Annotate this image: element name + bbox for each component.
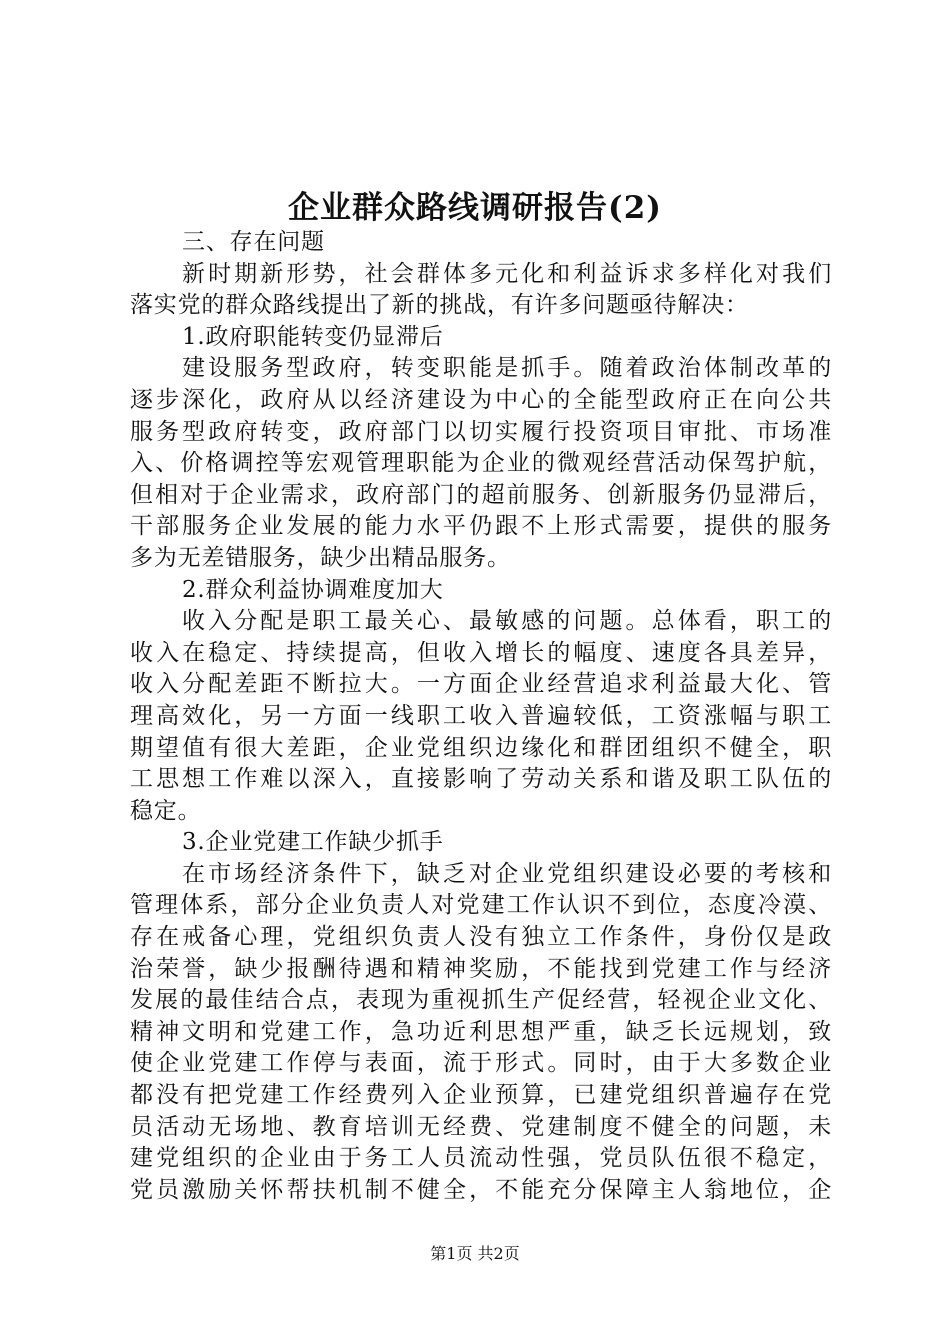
text-line: 在市场经济条件下，缺乏对企业党组织建设必要的考核和 bbox=[182, 860, 832, 887]
text-line: 治荣誉，缺少报酬待遇和精神奖励，不能找到党建工作与经济 bbox=[130, 955, 832, 982]
text-line: 使企业党建工作停与表面，流于形式。同时，由于大多数企业 bbox=[130, 1050, 832, 1077]
text-line: 工思想工作难以深入，直接影响了劳动关系和谐及职工队伍的 bbox=[130, 766, 832, 793]
text-line: 多为无差错服务，缺少出精品服务。 bbox=[130, 544, 511, 571]
document-body bbox=[130, 227, 832, 1206]
text-line: 3.企业党建工作缺少抓手 bbox=[182, 829, 444, 856]
document-title: 企业群众路线调研报告(2) bbox=[288, 190, 662, 226]
text-line: 收入分配差距不断拉大。一方面企业经营追求利益最大化、管 bbox=[130, 671, 832, 698]
text-line: 发展的最佳结合点，表现为重视抓生产促经营，轻视企业文化、 bbox=[130, 987, 832, 1014]
text-line: 管理体系，部分企业负责人对党建工作认识不到位，态度冷漠、 bbox=[130, 892, 832, 919]
text-line: 三、存在问题 bbox=[182, 229, 325, 255]
text-line: 落实党的群众路线提出了新的挑战，有许多问题亟待解决： bbox=[130, 292, 749, 319]
text-line: 逐步深化，政府从以经济建设为中心的全能型政府正在向公共 bbox=[130, 386, 832, 413]
text-line: 干部服务企业发展的能力水平仍跟不上形式需要，提供的服务 bbox=[130, 513, 832, 540]
text-line: 党员激励关怀帮扶机制不健全，不能充分保障主人翁地位，企 bbox=[130, 1176, 832, 1203]
text-line: 服务型政府转变，政府部门以切实履行投资项目审批、市场准 bbox=[130, 418, 832, 445]
page-footer: 第1页 共2页 bbox=[430, 1244, 520, 1263]
text-line: 稳定。 bbox=[130, 797, 202, 824]
text-line: 1.政府职能转变仍显滞后 bbox=[182, 323, 444, 350]
text-line: 精神文明和党建工作，急功近利思想严重，缺乏长远规划，致 bbox=[130, 1018, 832, 1045]
text-line: 入、价格调控等宏观管理职能为企业的微观经营活动保驾护航， bbox=[130, 450, 832, 477]
text-line: 2.群众利益协调难度加大 bbox=[182, 576, 444, 603]
text-line: 新时期新形势，社会群体多元化和利益诉求多样化对我们 bbox=[182, 260, 832, 287]
text-line: 员活动无场地、教育培训无经费、党建制度不健全的问题，未 bbox=[130, 1113, 832, 1140]
text-line: 期望值有很大差距，企业党组织边缘化和群团组织不健全，职 bbox=[130, 734, 832, 761]
text-line: 存在戒备心理，党组织负责人没有独立工作条件，身份仅是政 bbox=[130, 924, 832, 951]
text-line: 收入在稳定、持续提高，但收入增长的幅度、速度各具差异， bbox=[130, 639, 832, 666]
text-line: 建设服务型政府，转变职能是抓手。随着政治体制改革的 bbox=[182, 355, 832, 382]
text-line: 收入分配是职工最关心、最敏感的问题。总体看，职工的 bbox=[182, 608, 832, 635]
text-line: 建党组织的企业由于务工人员流动性强，党员队伍很不稳定， bbox=[130, 1145, 832, 1172]
text-line: 但相对于企业需求，政府部门的超前服务、创新服务仍显滞后， bbox=[130, 481, 832, 508]
text-line: 都没有把党建工作经费列入企业预算，已建党组织普遍存在党 bbox=[130, 1082, 832, 1109]
text-line: 理高效化，另一方面一线职工收入普遍较低，工资涨幅与职工 bbox=[130, 702, 832, 729]
